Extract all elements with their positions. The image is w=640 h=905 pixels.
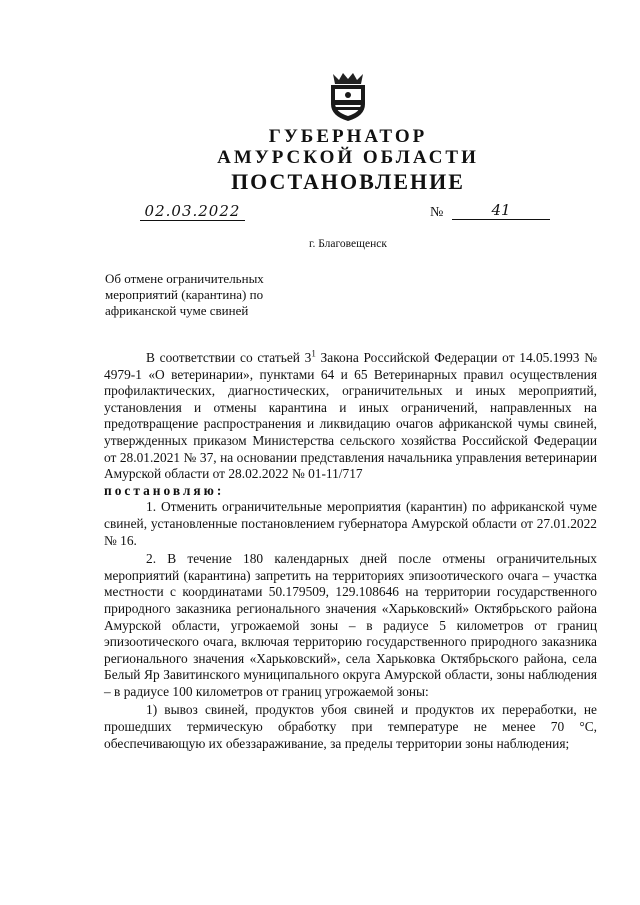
document-body xyxy=(104,350,597,752)
document-subject: Об отмене ограничительных мероприятий (карантина) по африканской чуме свиней xyxy=(105,271,264,318)
preamble-text-start: В соответствии со статьей 3 xyxy=(146,350,312,365)
number-label: № xyxy=(430,205,444,220)
clause-2-item-1: 1) вывоз свиней, продуктов убоя свиней и продуктов их переработки, не прошедших термическую обработку при температуре не менее 70 °С, обеспечивающую их обеззараживание, за пределы территории зоны наблюдения; xyxy=(104,702,597,751)
clause-2: 2. В течение 180 календарных дней после отмены ограничительных мероприятий (карантина) запретить на территориях эпизоотического очага – участка местности с координатами 50.179509, 129.108646 на территории государственного природного заказника регионального значения «Харьковский» Октябрьского района Амурской области, угрожаемой зоны – в радиусе 5 километров от границ эпизоотического очага, включая территорию государственного природного заказника регионального значения «Харьковский», села Харьковка Октябрьского района, села Белый Яр Завитинского муниципального округа Амурской области, зоны наблюдения – в радиусе 100 километров от границ угрожаемой зоны: xyxy=(104,551,597,699)
article-superscript: 1 xyxy=(311,348,316,359)
document-number: 41 xyxy=(452,201,550,220)
header-region: АМУРСКОЙ ОБЛАСТИ xyxy=(217,147,479,168)
document-type-title: ПОСТАНОВЛЕНИЕ xyxy=(231,169,465,194)
city-line: г. Благовещенск xyxy=(309,238,387,250)
clause-1: 1. Отменить ограничительные мероприятия (карантин) по африканской чуме свиней, установленные постановлением губернатора Амурской области от 27.01.2022 № 16. xyxy=(104,499,597,548)
preamble-paragraph xyxy=(104,350,597,483)
coat-of-arms-icon xyxy=(325,70,371,122)
preamble-text-rest: Закона Российской Федерации от 14.05.1993 № 4979-1 «О ветеринарии», пунктами 64 и 65 Ветеринарных правил осуществления профилактических, диагностических, ограничительных и иных мероприятий, установления и отмены карантина и иных ограничений, направленных на предотвращение распространения и ликвидацию очагов африканской чумы свиней, утвержденных приказом Министерства сельского хозяйства Российской Федерации от 28.01.2021 № 37, на основании представления начальника управления ветеринарии Амурской области от 28.02.2022 № 01-11/717 xyxy=(104,350,597,482)
decree-word: постановляю: xyxy=(104,482,225,498)
header-governor: ГУБЕРНАТОР xyxy=(268,126,428,147)
document-date: 02.03.2022 xyxy=(140,202,245,221)
